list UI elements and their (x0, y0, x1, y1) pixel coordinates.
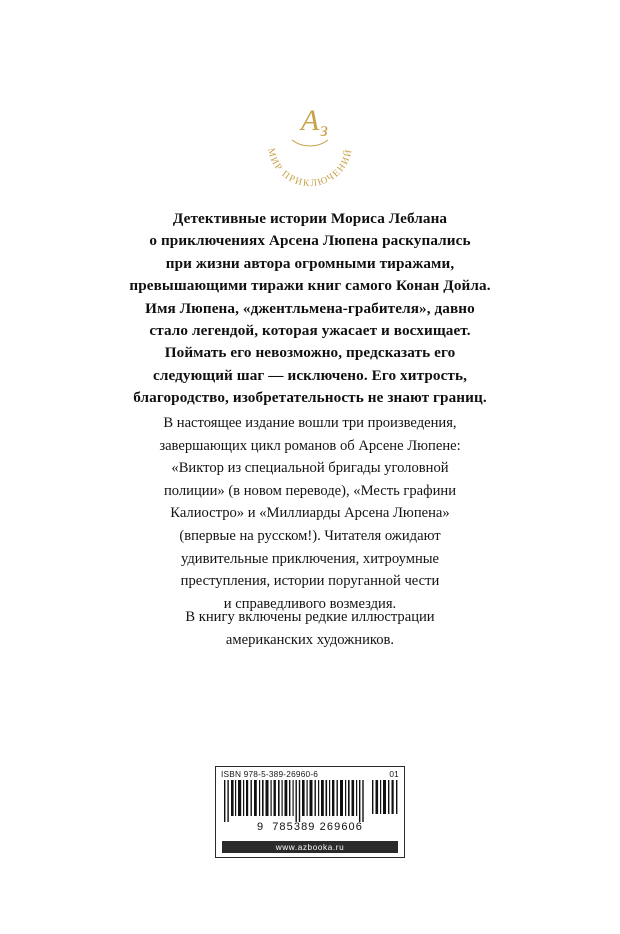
publisher-emblem (250, 78, 370, 198)
isbn-row (216, 767, 404, 779)
barcode-digit-prefix: 9 (257, 821, 265, 833)
barcode-digit-main: 785389 269606 (272, 821, 363, 833)
blurb-bold-line: следующий шаг — исключено. Его хитрость, (152, 366, 468, 384)
svg-text:МИР ПРИКЛЮЧЕНИЙ: МИР ПРИКЛЮЧЕНИЙ (265, 147, 355, 190)
blurb-contents-line: завершающих цикл романов об Арсене Люпене: (159, 437, 461, 454)
blurb-contents-line: «Виктор из специальной бригады уголовной (171, 460, 449, 477)
svg-text:з: з (320, 119, 328, 141)
blurb-contents-line: (впервые на русском!). Читателя ожидают (179, 527, 441, 544)
blurb-contents-line: полиции» (в новом переводе), «Месть графини (163, 482, 457, 499)
blurb-contents-line: преступления, истории поруганной чести (180, 573, 440, 590)
blurb-contents-line: удивительные приключения, хитроумные (180, 550, 440, 567)
blurb-bold-line: Детективные истории Мориса Леблана (172, 210, 448, 227)
blurb-illustrations-line: В книгу включены редкие иллюстрации (185, 609, 435, 625)
svg-text:А: А (300, 104, 320, 137)
isbn-label: ISBN 978-5-389-26960-6 (221, 769, 319, 779)
publisher-website-label: www.azbooka.ru (275, 842, 345, 852)
blurb-bold (100, 208, 520, 410)
barcode-bars (222, 780, 400, 822)
blurb-contents (110, 412, 510, 615)
blurb-bold-line: Поймать его невозможно, предсказать его (164, 344, 456, 362)
blurb-contents-line: В настоящее издание вошли три произведения, (163, 415, 457, 431)
barcode-digits (216, 821, 404, 833)
blurb-contents-line: Калиостро» и «Миллиарды Арсена Люпена» (170, 505, 450, 522)
blurb-bold-line: при жизни автора огромными тиражами, (165, 254, 455, 272)
publisher-website[interactable] (222, 841, 398, 853)
blurb-bold-line: Имя Люпена, «джентльмена-грабителя», давно (145, 299, 475, 317)
blurb-contents-line: и справедливого возмездия. (223, 595, 397, 612)
blurb-bold-line: стало легендой, которая ужасает и восхищает. (149, 322, 471, 340)
blurb-bold-line: благородство, изобретательность не знают границ. (133, 389, 487, 407)
blurb-illustrations-line: американских художников. (225, 631, 395, 648)
isbn-addon: 01 (389, 769, 399, 779)
blurb-bold-line: превышающими тиражи книг самого Конан Дойла. (129, 277, 491, 295)
blurb-bold-line: о приключениях Арсена Люпена раскупались (149, 232, 471, 250)
barcode-block (215, 766, 405, 858)
blurb-illustrations (110, 606, 510, 651)
